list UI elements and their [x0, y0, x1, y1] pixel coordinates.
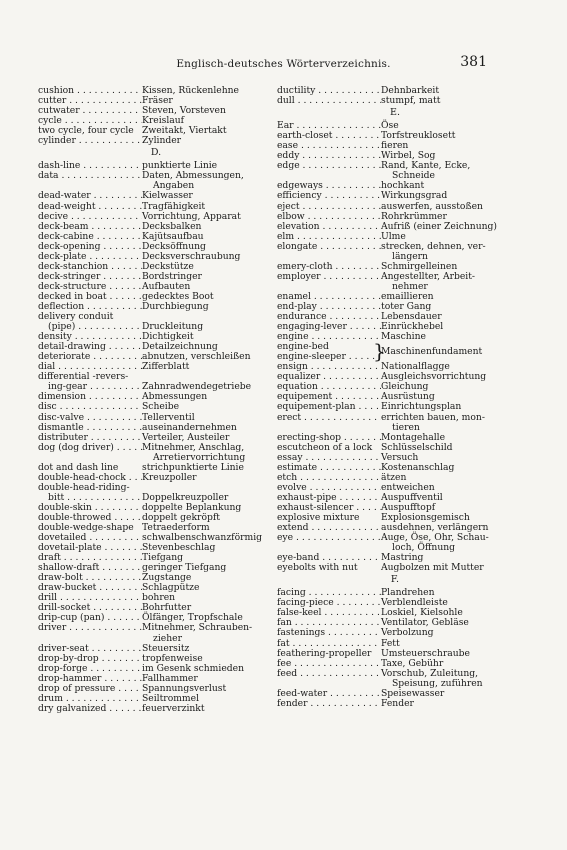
entry-translation: Mitnehmer, Schrauben- [142, 622, 253, 634]
entry-term: essay . . . [277, 453, 381, 463]
entry-term: engaging-lever . . . [277, 322, 381, 332]
entry-term: exhaust-silencer . . . [277, 503, 381, 513]
entry-term: cutwater . . . [38, 106, 142, 116]
entry-translation: Angaben [153, 180, 195, 192]
entry-translation: Verteiler, Austeiler [142, 431, 230, 443]
entry-term: fan . . . [277, 618, 381, 628]
dictionary-entry [277, 96, 513, 106]
entry-term: equipement-plan . . . [277, 402, 381, 412]
entry-translation: längern [392, 250, 428, 262]
entry-term: eddy . . . [277, 151, 381, 161]
entry-term: engine-sleeper . . . [277, 352, 381, 362]
dictionary-entry [38, 302, 274, 312]
entry-term: draw-bolt . . . [38, 573, 142, 583]
entry-term: cycle . . . [38, 116, 142, 126]
entry-term: eject . . . [277, 202, 381, 212]
entry-translation: Kreislauf [142, 115, 185, 127]
entry-translation: Tetraederform [142, 522, 210, 534]
entry-translation: Plandrehen [381, 587, 435, 599]
entry-translation: Maschinenfundament [381, 346, 483, 358]
entry-translation: ätzen [381, 471, 407, 483]
entry-term: Ear . . . [277, 121, 381, 131]
entry-translation: auswerfen, ausstoßen [381, 200, 483, 212]
entry-translation: Steven, Vorsteven [142, 105, 226, 117]
entry-term: ing-gear . . . [38, 382, 142, 392]
entry-translation: Zugstange [142, 572, 192, 584]
entry-term: (pipe) . . . [38, 322, 142, 332]
entry-term: deck-cabine . . . [38, 232, 142, 242]
entry-term: double-wedge-shape [38, 523, 134, 534]
entry-translation: Mastring [381, 552, 424, 564]
dictionary-entry [38, 704, 274, 714]
dictionary-entry [38, 136, 274, 146]
entry-translation: Kajütsaufbau [142, 230, 204, 242]
entry-term: draw-bucket . . . [38, 583, 142, 593]
entry-translation: Doppelkreuzpoller [142, 491, 229, 503]
entry-term: dead-weight . . . [38, 202, 142, 212]
entry-translation: geringer Tiefgang [142, 562, 227, 574]
entry-translation: Arretiervorrichtung [153, 451, 246, 463]
entry-translation: gedecktes Boot [142, 290, 214, 302]
entry-translation: Vorschub, Zuleitung, [381, 667, 479, 679]
entry-translation: Lebensdauer [381, 311, 442, 323]
left-column [38, 86, 274, 714]
entry-translation: Seiltrommel [142, 692, 200, 704]
entry-translation: Aufriß (einer Zeichnung) [381, 220, 498, 232]
dictionary-entry [38, 362, 274, 372]
entry-translation: zieher [153, 632, 182, 644]
entry-translation: auseinandernehmen [142, 421, 237, 433]
entry-translation: fieren [381, 140, 409, 152]
entry-translation: Umsteuerschraube [381, 647, 470, 659]
entry-translation: Taxe, Gebühr [381, 657, 444, 669]
dictionary-entry [38, 191, 274, 201]
entry-term: escutcheon of a lock [277, 442, 373, 453]
entry-term: edgeways . . . [277, 181, 381, 191]
entry-term: deflection . . . [38, 302, 142, 312]
entry-term: edge . . . [277, 161, 381, 171]
entry-term: elongate . . . [277, 242, 381, 252]
entry-translation: Verblendleiste [381, 597, 448, 609]
entry-translation: Ventilator, Gebläse [381, 617, 469, 629]
entry-translation: Einrückhebel [381, 321, 444, 333]
entry-term: deck-stringer . . . [38, 272, 142, 282]
entry-term: explosive mixture [277, 512, 360, 523]
entry-translation: Steuersitz [142, 642, 190, 654]
entry-translation: doppelte Beplankung [142, 501, 242, 513]
entry-term: dial . . . [38, 362, 142, 372]
entry-term: ease . . . [277, 141, 381, 151]
dictionary-entry [277, 402, 513, 412]
entry-term: earth-closet . . . [277, 131, 381, 141]
entry-term: extend . . . [277, 523, 381, 533]
entry-term: fastenings . . . [277, 628, 381, 638]
entry-term: employer . . . [277, 272, 381, 282]
entry-translation: Stevenbeschlag [142, 542, 216, 554]
dictionary-entry [277, 191, 513, 201]
right-column [277, 86, 513, 709]
entry-term: drop-forge . . . [38, 664, 142, 674]
entry-term: deck-plate . . . [38, 252, 142, 262]
entry-term: two cycle, four cycle [38, 126, 134, 137]
entry-translation: Wirbel, Sog [381, 150, 436, 162]
entry-term: deck-stanchion . . . [38, 262, 142, 272]
dictionary-entry [38, 402, 274, 412]
entry-translation: Versuch [381, 451, 419, 463]
entry-term: distributer . . . [38, 433, 142, 443]
entry-term: draft . . . [38, 553, 142, 563]
entry-term: density . . . [38, 332, 142, 342]
entry-term: dull . . . [277, 96, 381, 106]
entry-translation: Gleichung [381, 381, 429, 393]
entry-translation: Rand, Kante, Ecke, [381, 160, 471, 172]
dictionary-entry [277, 563, 513, 573]
entry-translation: Tragfähigkeit [142, 200, 206, 212]
entry-term: drip-cup (pan) . . . [38, 613, 142, 623]
entry-term: dead-water . . . [38, 191, 142, 201]
entry-term: facing . . . [277, 588, 381, 598]
entry-translation: Auspuffventil [381, 491, 443, 503]
entry-translation: bohren [142, 592, 176, 604]
entry-term: dovetailed . . . [38, 533, 142, 543]
page-number: 381 [460, 54, 487, 70]
section-letter: F. [390, 574, 400, 586]
entry-translation: strichpunktierte Linie [142, 461, 244, 473]
entry-term: drop-hammer . . . [38, 674, 142, 684]
entry-translation: Kielwasser [142, 190, 193, 202]
entry-translation: Bohrfutter [142, 602, 192, 614]
entry-term: false-keel . . . [277, 608, 381, 618]
entry-term: evolve . . . [277, 483, 381, 493]
entry-translation: Spannungsverlust [142, 682, 227, 694]
entry-translation: Ausrüstung [381, 391, 435, 403]
entry-term: cutter . . . [38, 96, 142, 106]
entry-translation: Zylinder [142, 135, 182, 147]
entry-term: disc-valve . . . [38, 413, 142, 423]
entry-translation: Detailzeichnung [142, 341, 218, 353]
entry-translation: punktierte Linie [142, 160, 218, 172]
entry-term: double-head-riding- [38, 482, 130, 493]
entry-translation: errichten bauen, mon- [381, 411, 485, 423]
entry-translation: Auspufftopf [381, 501, 436, 513]
entry-translation: Aufbauten [142, 280, 191, 292]
entry-translation: Durchbiegung [142, 300, 209, 312]
entry-term: equipement . . . [277, 392, 381, 402]
entry-term: disc . . . [38, 402, 142, 412]
entry-term: decked in boat . . . [38, 292, 142, 302]
entry-translation: Kostenanschlag [381, 461, 455, 473]
entry-term: enamel . . . [277, 292, 381, 302]
entry-translation: Fender [381, 697, 414, 709]
entry-translation: Vorrichtung, Apparat [142, 210, 241, 222]
entry-translation: Wirkungsgrad [381, 190, 448, 202]
entry-translation: Speisung, zuführen [392, 677, 483, 689]
entry-term: facing-piece . . . [277, 598, 381, 608]
entry-term: erect . . . [277, 413, 381, 423]
entry-translation: toter Gang [381, 300, 432, 312]
entry-term: deck-beam . . . [38, 222, 142, 232]
entry-translation: Fräser [142, 95, 173, 107]
entry-translation: Nationalflagge [381, 361, 450, 373]
entry-term: elbow . . . [277, 212, 381, 222]
entry-term: erecting-shop . . . [277, 433, 381, 443]
entry-term: drill-socket . . . [38, 603, 142, 613]
entry-translation: emaillieren [381, 290, 434, 302]
entry-translation: Decksverschraubung [142, 250, 241, 262]
entry-translation: Fett [381, 637, 400, 649]
entry-translation: Augbolzen mit Mutter [381, 562, 484, 574]
entry-translation: Schlüsselschild [381, 441, 453, 453]
entry-term: cylinder . . . [38, 136, 142, 146]
entry-term: deteriorate . . . [38, 352, 142, 362]
entry-translation: Verbolzung [381, 627, 434, 639]
entry-term: decive . . . [38, 212, 142, 222]
entry-term: exhaust-pipe . . . [277, 493, 381, 503]
entry-term: feed-water . . . [277, 689, 381, 699]
entry-term: data . . . [38, 171, 142, 181]
entry-translation: Einrichtungsplan [381, 401, 462, 413]
entry-translation: feuerverzinkt [142, 702, 205, 714]
entry-translation: Tellerventil [142, 411, 195, 423]
entry-term: engine-bed [277, 342, 329, 353]
entry-translation: Maschine [381, 331, 426, 343]
entry-term: eyebolts with nut [277, 563, 358, 574]
entry-term: drill . . . [38, 593, 142, 603]
entry-term: dimension . . . [38, 392, 142, 402]
entry-translation: Dehnbarkeit [381, 85, 440, 96]
entry-term: ensign . . . [277, 362, 381, 372]
entry-term: fender . . . [277, 699, 381, 709]
entry-translation: Kissen, Rückenlehne [142, 85, 239, 96]
entry-term: dog (dog driver) . . . [38, 443, 142, 453]
entry-translation: strecken, dehnen, ver- [381, 240, 486, 252]
entry-translation: doppelt gekröpft [142, 511, 220, 523]
entry-translation: Bordstringer [142, 270, 202, 282]
entry-term: bitt . . . [38, 493, 142, 503]
entry-term: emery-cloth . . . [277, 262, 381, 272]
page-title: Englisch-deutsches Wörterverzeichnis. [176, 58, 391, 70]
dictionary-entry [277, 699, 513, 709]
entry-term: drop-by-drop . . . [38, 654, 142, 664]
entry-translation: Daten, Abmessungen, [142, 170, 244, 182]
entry-term: feathering-propeller [277, 648, 372, 659]
entry-translation: Schlagpütze [142, 582, 200, 594]
entry-term: engine . . . [277, 332, 381, 342]
entry-term: shallow-draft . . . [38, 563, 142, 573]
entry-term: endurance . . . [277, 312, 381, 322]
entry-term: dry galvanized . . . [38, 704, 142, 714]
entry-term: deck-structure . . . [38, 282, 142, 292]
entry-term: drop of pressure . . . [38, 684, 142, 694]
entry-translation: Zifferblatt [142, 361, 190, 373]
entry-translation: Angestellter, Arbeit- [381, 270, 476, 282]
entry-translation: Decksöffnung [142, 240, 206, 252]
entry-translation: Loskiel, Kielsohle [381, 607, 463, 619]
entry-term: eye-band . . . [277, 553, 381, 563]
entry-translation: Explosionsgemisch [381, 511, 470, 523]
entry-translation: Torfstreuklosett [381, 130, 456, 142]
entry-translation: Schmirgelleinen [381, 260, 458, 272]
entry-translation: Ulme [381, 230, 406, 242]
entry-term: differential -revers- [38, 372, 129, 383]
section-letter: D. [150, 147, 162, 159]
entry-term: etch . . . [277, 473, 381, 483]
entry-translation: loch, Öffnung [392, 542, 456, 554]
dictionary-entry [38, 473, 274, 483]
entry-term: detail-drawing . . . [38, 342, 142, 352]
entry-translation: ausdehnen, verlängern [381, 522, 489, 534]
entry-term: dash-line . . . [38, 161, 142, 171]
brace-icon: } [373, 339, 386, 364]
section-letter: E. [390, 107, 400, 119]
entry-term: dovetail-plate . . . [38, 543, 142, 553]
entry-term: double-head-chock . . . [38, 473, 142, 483]
entry-translation: Zweitakt, Viertakt [142, 125, 227, 137]
entry-term: equation . . . [277, 382, 381, 392]
entry-translation: Speisewasser [381, 687, 445, 699]
entry-translation: Zahnradwendegetriebe [142, 381, 252, 393]
entry-translation: Öse [381, 120, 399, 132]
entry-term: eye . . . [277, 533, 381, 543]
entry-translation: Scheibe [142, 401, 180, 413]
entry-translation: Schneide [392, 170, 435, 182]
entry-term: cushion . . . [38, 86, 142, 96]
entry-term: deck-opening . . . [38, 242, 142, 252]
entry-translation: Deckstütze [142, 260, 194, 272]
entry-term: equalizer . . . [277, 372, 381, 382]
entry-translation: schwalbenschwanzförmig [142, 532, 263, 544]
entry-translation: im Gesenk schmieden [142, 662, 245, 674]
entry-translation: nehmer [392, 280, 428, 292]
entry-term: delivery conduit [38, 312, 114, 323]
entry-translation: Auge, Öse, Ohr, Schau- [381, 532, 489, 544]
entry-term: drum . . . [38, 694, 142, 704]
entry-term: fee . . . [277, 659, 381, 669]
page-header [0, 56, 567, 74]
entry-term: end-play . . . [277, 302, 381, 312]
entry-translation: tropfenweise [142, 652, 203, 664]
entry-translation: Montagehalle [381, 431, 446, 443]
entry-term: dot and dash line [38, 462, 119, 473]
entry-translation: Ausgleichsvorrichtung [381, 371, 487, 383]
entry-translation: stumpf, matt [381, 95, 441, 107]
entry-term: elevation . . . [277, 222, 381, 232]
entry-translation: abnutzen, verschleißen [142, 351, 251, 363]
entry-translation: Dichtigkeit [142, 331, 194, 343]
entry-term: fat . . . [277, 639, 381, 649]
entry-translation: Tiefgang [142, 552, 184, 564]
entry-translation: Ölfänger, Tropfschale [142, 612, 243, 624]
entry-translation: hochkant [381, 180, 425, 192]
entry-translation: Mitnehmer, Anschlag, [142, 441, 245, 453]
entry-term: driver-seat . . . [38, 644, 142, 654]
entry-term: efficiency . . . [277, 191, 381, 201]
entry-translation: Rohrkrümmer [381, 210, 447, 222]
entry-translation: Abmessungen [142, 391, 208, 403]
entry-translation: Fallhammer [142, 672, 198, 684]
entry-translation: tieren [392, 421, 420, 433]
entry-translation: Decksbalken [142, 220, 202, 232]
entry-translation: Kreuzpoller [142, 471, 197, 483]
entry-term: estimate . . . [277, 463, 381, 473]
entry-term: double-throwed . . . [38, 513, 142, 523]
entry-translation: Druckleitung [142, 321, 204, 333]
entry-term: dismantle . . . [38, 423, 142, 433]
entry-translation: entweichen [381, 481, 435, 493]
entry-term: driver . . . [38, 623, 142, 633]
entry-term: double-skin . . . [38, 503, 142, 513]
entry-term: elm . . . [277, 232, 381, 242]
entry-term: ductility . . . [277, 86, 381, 96]
dictionary-entry [277, 332, 513, 342]
entry-term: feed . . . [277, 669, 381, 679]
